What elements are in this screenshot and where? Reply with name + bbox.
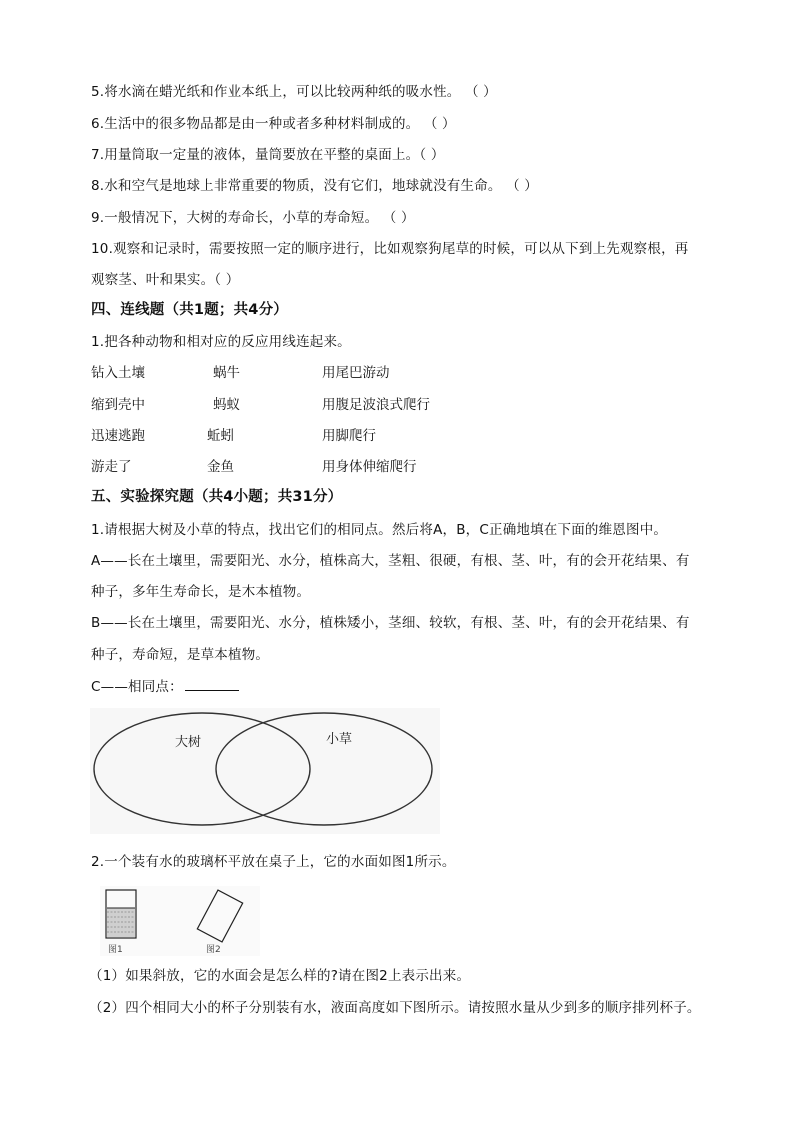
venn-right-label: 小草: [326, 732, 353, 747]
section4-heading: 四、连线题（共1题；共4分）: [91, 302, 288, 318]
match-action: 钻入土壤: [91, 365, 145, 381]
glass-figures[interactable]: [100, 886, 260, 956]
match-action: 缩到壳中: [91, 397, 145, 413]
match-action: 迅速逃跑: [91, 428, 145, 444]
match-movement: 用脚爬行: [322, 428, 376, 444]
judgement-q6: 6.生活中的很多物品都是由一种或者多种材料制成的。 （ ）: [91, 116, 456, 132]
answer-blank[interactable]: [185, 677, 239, 691]
judgement-q8: 8.水和空气是地球上非常重要的物质，没有它们，地球就没有生命。 （ ）: [91, 178, 538, 194]
judgement-q5: 5.将水滴在蜡光纸和作业本纸上，可以比较两种纸的吸水性。 （ ）: [91, 84, 497, 100]
q2-sub2: （2）四个相同大小的杯子分别装有水，液面高度如下图所示。请按照水量从少到多的顺序排列杯子。: [89, 1000, 701, 1016]
q1-intro: 1.请根据大树及小草的特点，找出它们的相同点。然后将A，B，C正确地填在下面的维恩图中。: [91, 522, 668, 538]
match-action: 游走了: [91, 459, 132, 475]
match-animal: 蜗牛: [213, 365, 240, 381]
match-animal: 金鱼: [207, 459, 234, 475]
section5-heading: 五、实验探究题（共4小题；共31分）: [91, 489, 343, 505]
judgement-q7: 7.用量筒取一定量的液体，量筒要放在平整的桌面上。（ ）: [91, 147, 445, 163]
q1-b-line2: 种子，寿命短，是草本植物。: [91, 647, 270, 663]
match-animal: 蚯蚓: [207, 428, 234, 444]
judgement-q10-line1: 10.观察和记录时，需要按照一定的顺序进行，比如观察狗尾草的时候，可以从下到上先观察根，再: [91, 241, 689, 257]
q1-a-line1: A——长在土壤里，需要阳光、水分，植株高大，茎粗、很硬，有根、茎、叶，有的会开花结果、有: [91, 553, 690, 569]
venn-diagram[interactable]: [90, 708, 440, 834]
section4-question: 1.把各种动物和相对应的反应用线连起来。: [91, 334, 351, 350]
match-movement: 用腹足波浪式爬行: [322, 397, 430, 413]
venn-left-label: 大树: [175, 735, 202, 750]
judgement-q10-line2: 观察茎、叶和果实。（ ）: [91, 272, 240, 288]
judgement-q9: 9.一般情况下，大树的寿命长，小草的寿命短。 （ ）: [91, 210, 415, 226]
match-movement: 用尾巴游动: [322, 365, 390, 381]
q2-intro: 2.一个装有水的玻璃杯平放在桌子上，它的水面如图1所示。: [91, 854, 456, 870]
fig1-label: 图1: [108, 945, 123, 955]
q1-c-line: [91, 677, 239, 696]
fig2-label: 图2: [206, 945, 221, 955]
q2-sub1: （1）如果斜放，它的水面会是怎么样的?请在图2上表示出来。: [89, 968, 471, 984]
match-animal: 蚂蚁: [213, 397, 240, 413]
q1-a-line2: 种子，多年生寿命长，是木本植物。: [91, 584, 311, 600]
match-movement: 用身体伸缩爬行: [322, 459, 417, 475]
q1-c-label: C——相同点：: [91, 679, 183, 695]
q1-b-line1: B——长在土壤里，需要阳光、水分，植株矮小，茎细、较软，有根、茎、叶，有的会开花结果、有: [91, 615, 690, 631]
